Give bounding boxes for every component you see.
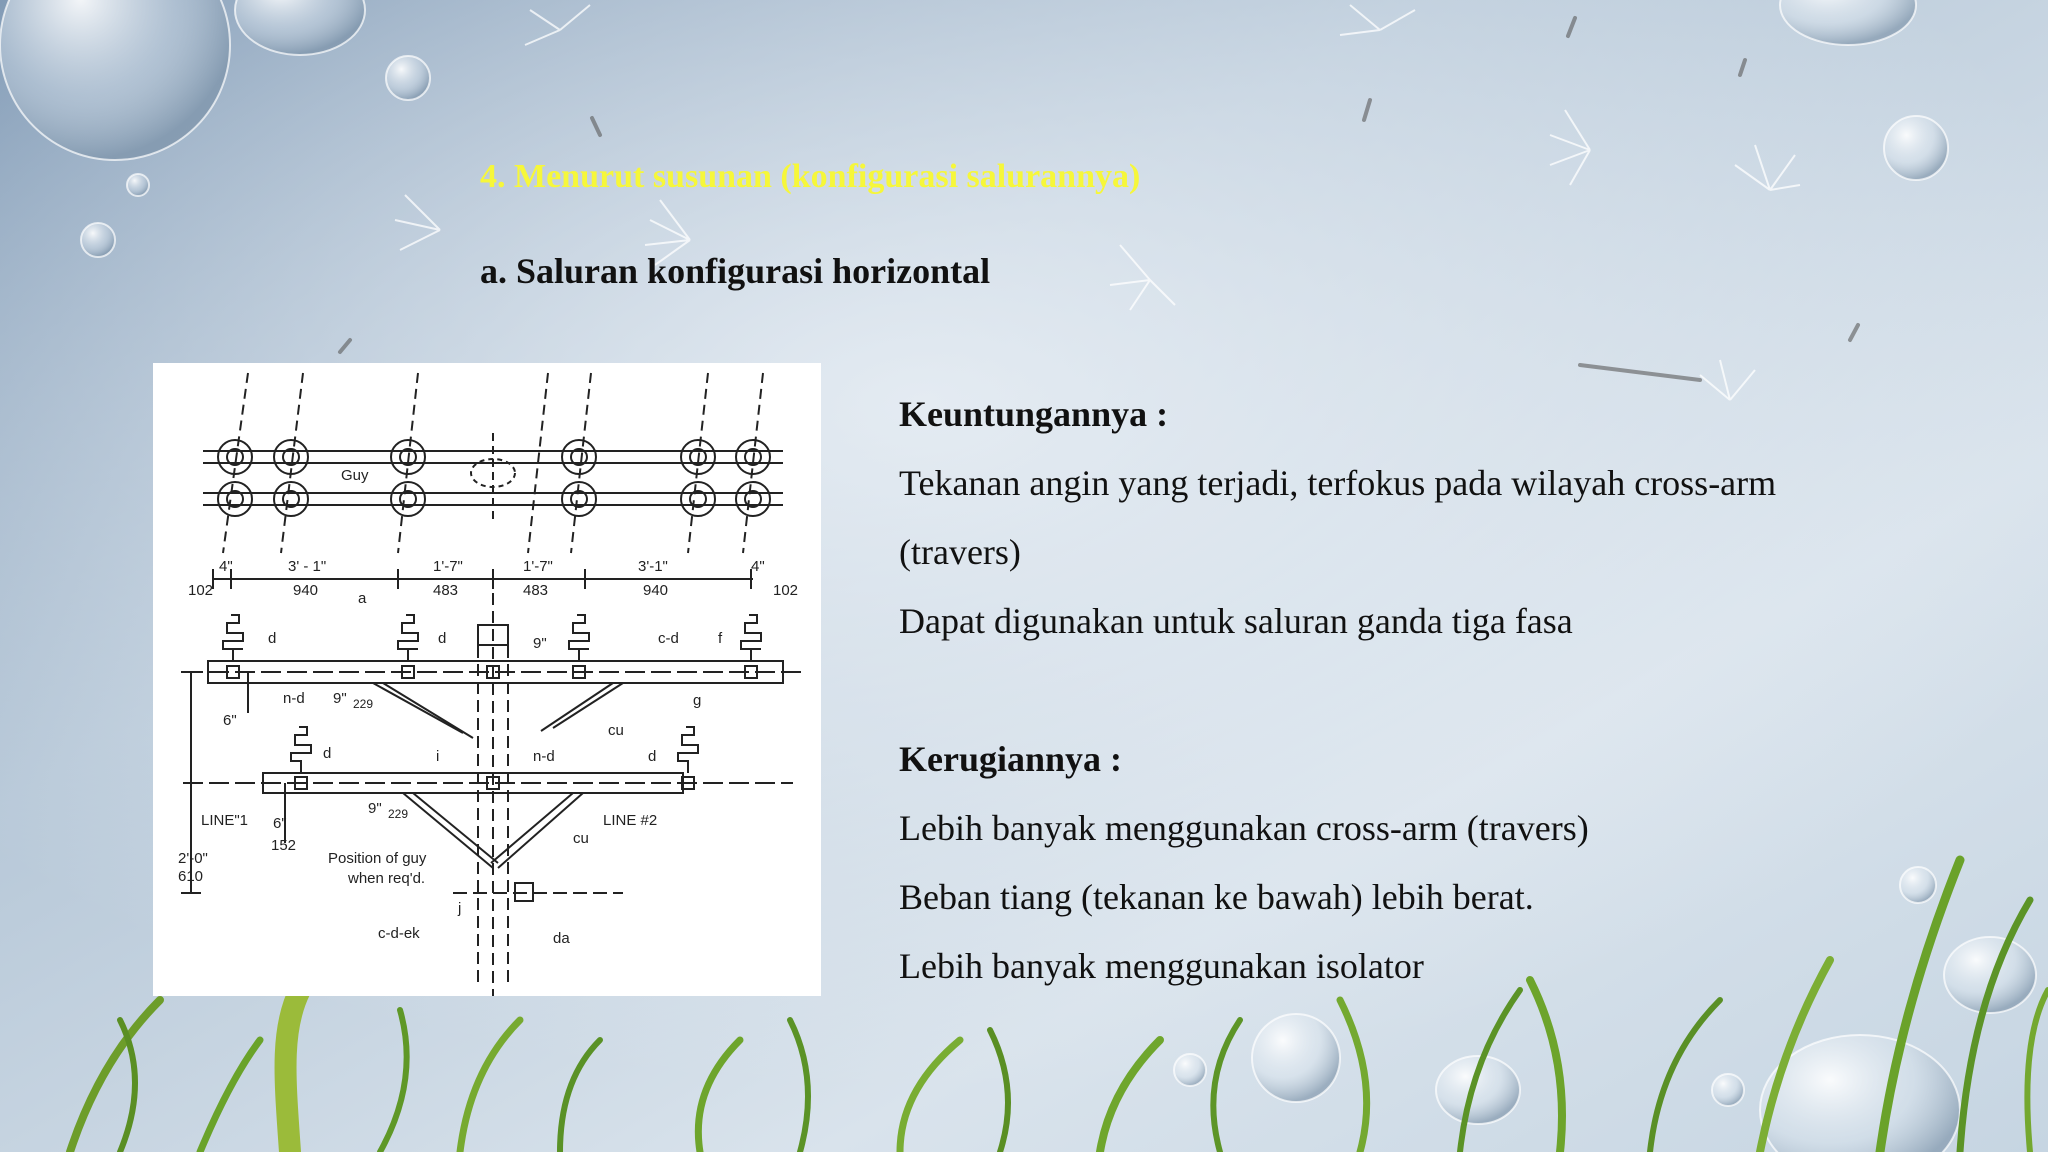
disadvantage-item: Beban tiang (tekanan ke bawah) lebih berat. bbox=[899, 877, 1534, 917]
label-mm-483-right: 483 bbox=[523, 582, 549, 599]
label-cu1: cu bbox=[608, 722, 624, 739]
disadvantages-title: Kerugiannya : bbox=[899, 739, 1123, 779]
label-mm-940-right: 940 bbox=[643, 582, 669, 599]
label-g: g bbox=[693, 692, 702, 709]
spacer bbox=[899, 656, 2019, 725]
label-mm-102-right: 102 bbox=[773, 582, 799, 599]
label-dim-3-1-right: 3'-1" bbox=[638, 558, 668, 575]
advantage-item: Dapat digunakan untuk saluran ganda tiga fasa bbox=[899, 601, 1573, 641]
label-when-reqd: when req'd. bbox=[348, 870, 426, 887]
label-nine-in-2: 9" bbox=[368, 800, 382, 817]
label-dim-4-right: 4" bbox=[751, 558, 765, 575]
crossarm-diagram bbox=[153, 363, 821, 996]
crossarm-drawing bbox=[153, 363, 821, 996]
label-position-of-guy: Position of guy bbox=[328, 850, 427, 867]
label-six-in-2: 6" bbox=[273, 815, 287, 832]
advantages-title: Keuntungannya : bbox=[899, 394, 1169, 434]
label-mm-152: 152 bbox=[271, 837, 297, 854]
label-dim-1-7-left: 1'-7" bbox=[433, 558, 463, 575]
slide-subheading: a. Saluran konfigurasi horizontal bbox=[480, 251, 991, 291]
label-nd2: n-d bbox=[533, 748, 555, 765]
label-f: f bbox=[718, 630, 723, 647]
content-text bbox=[899, 380, 2019, 1001]
slide-heading: 4. Menurut susunan (konfigurasi salurannya) bbox=[480, 158, 1141, 195]
label-two-ft: 2'-0" bbox=[178, 850, 208, 867]
label-mm-229-1: 229 bbox=[353, 697, 374, 711]
label-i: i bbox=[436, 748, 440, 765]
label-a: a bbox=[358, 590, 367, 607]
label-dim-3-1-left: 3' - 1" bbox=[288, 558, 327, 575]
label-cu2: cu bbox=[573, 830, 589, 847]
label-d2: d bbox=[438, 630, 447, 647]
disadvantage-item: Lebih banyak menggunakan isolator bbox=[899, 946, 1424, 986]
label-six-in: 6" bbox=[223, 712, 237, 729]
advantage-item: (travers) bbox=[899, 532, 1021, 572]
label-j: j bbox=[458, 900, 462, 917]
label-guy: Guy bbox=[341, 467, 369, 484]
label-cdek: c-d-ek bbox=[378, 925, 420, 942]
label-d1: d bbox=[268, 630, 277, 647]
label-dim-1-7-right: 1'-7" bbox=[523, 558, 553, 575]
label-nine-in-1: 9" bbox=[333, 690, 347, 707]
label-line2: LINE #2 bbox=[603, 812, 658, 829]
label-d4: d bbox=[648, 748, 657, 765]
disadvantage-item: Lebih banyak menggunakan cross-arm (travers) bbox=[899, 808, 1589, 848]
label-line1: LINE"1 bbox=[201, 812, 249, 829]
label-da: da bbox=[553, 930, 570, 947]
label-cd: c-d bbox=[658, 630, 679, 647]
label-mm-940-left: 940 bbox=[293, 582, 319, 599]
label-dim-4-left: 4" bbox=[219, 558, 233, 575]
label-mm-610: 610 bbox=[178, 868, 204, 885]
label-d3: d bbox=[323, 745, 332, 762]
label-nd1: n-d bbox=[283, 690, 305, 707]
label-mm-102-left: 102 bbox=[188, 582, 214, 599]
advantage-item: Tekanan angin yang terjadi, terfokus pada wilayah cross-arm bbox=[899, 463, 1777, 503]
label-mm-229-2: 229 bbox=[388, 807, 409, 821]
label-nine-in-top: 9" bbox=[533, 635, 547, 652]
label-mm-483-left: 483 bbox=[433, 582, 459, 599]
